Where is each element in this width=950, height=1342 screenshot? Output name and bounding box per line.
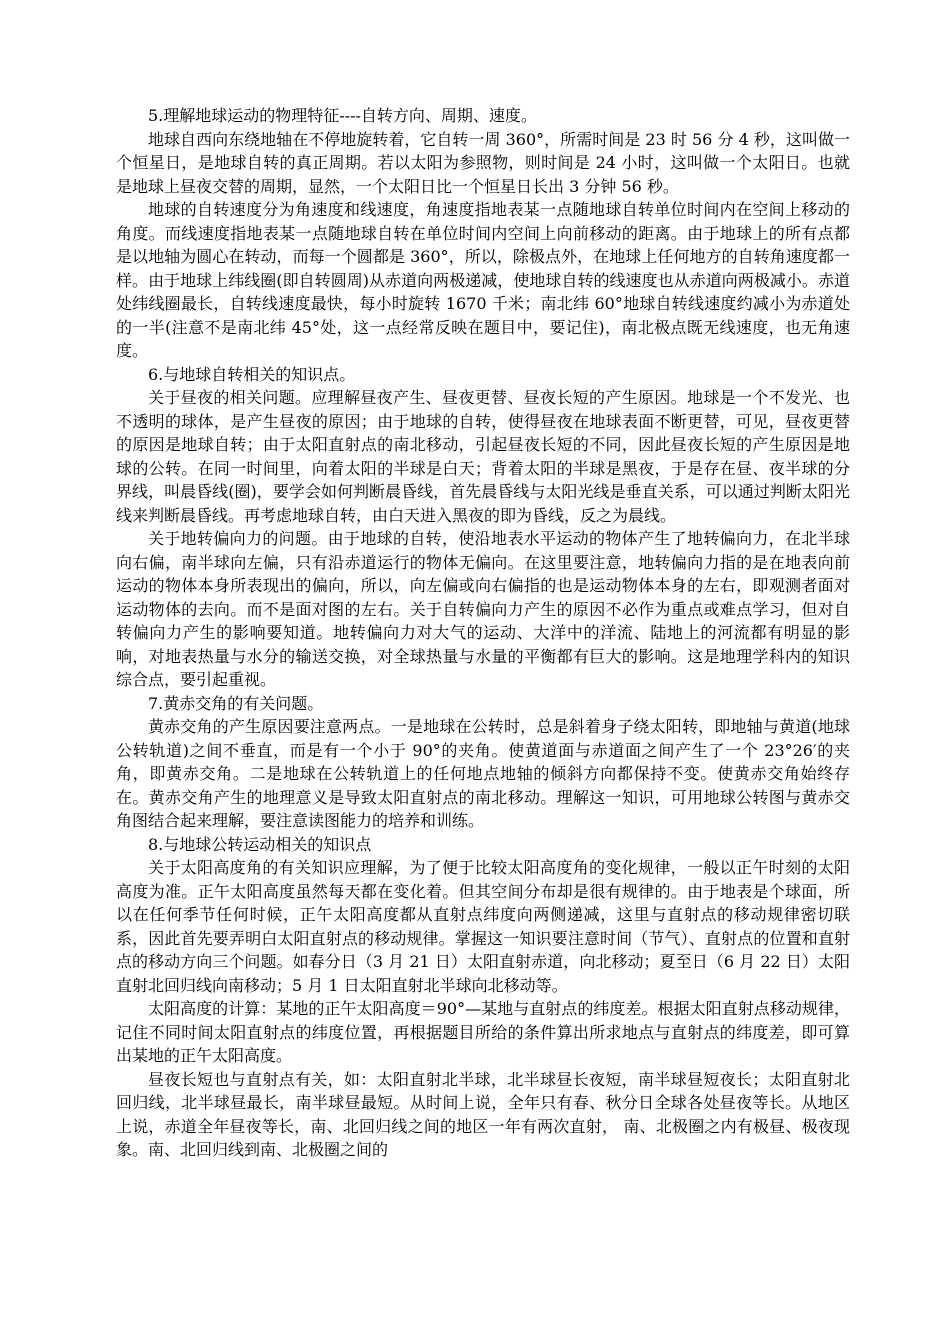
paragraph-day-night: 关于昼夜的相关问题。应理解昼夜产生、昼夜更替、昼夜长短的产生原因。地球是一个不发光、也不透明的球体，是产生昼夜的原因；由于地球的自转，使得昼夜在地球表面不断更替，可见，昼夜更替的原因是地球自转；由于太阳直射点的南北移动，引起昼夜长短的不同，因此昼夜长短的产生原因是地球的公转。在同一时间里，向着太阳的半球是白天；背着太阳的半球是黑夜，于是存在昼、夜半球的分界线，叫晨昏线(圈)，要学会如何判断晨昏线，首先晨昏线与太阳光线是垂直关系，可以通过判断太阳光线来判断晨昏线。再考虑地球自转，由白天进入黑夜的即为昏线，反之为晨线。	[116, 388, 850, 525]
section-heading-5: 5.理解地球运动的物理特征----自转方向、周期、速度。	[148, 106, 537, 125]
paragraph-rotation-period: 地球自西向东绕地轴在不停地旋转着，它自转一周 360°，所需时间是 23 时 56 分 4 秒，这叫做一个恒星日，是地球自转的真正周期。若以太阳为参照物，则时间是 24 小时，这叫做一个太阳日。也就是地球上昼夜交替的周期，显然，一个太阳日比一个恒星日长出 3 分钟 56 秒。	[116, 129, 850, 196]
paragraph-altitude-calculation: 太阳高度的计算：某地的正午太阳高度＝90°—某地与直射点的纬度差。根据太阳直射点移动规律，记住不同时间太阳直射点的纬度位置，再根据题目所给的条件算出所求地点与直射点的纬度差，即可算出某地的正午太阳高度。	[116, 999, 850, 1065]
section-heading-6: 6.与地球自转相关的知识点。	[148, 364, 356, 384]
document-page	[116, 104, 850, 1162]
section-heading-7: 7.黄赤交角的有关问题。	[148, 693, 324, 713]
paragraph-solar-altitude: 关于太阳高度角的有关知识应理解，为了便于比较太阳高度角的变化规律，一般以正午时刻的太阳高度为准。正午太阳高度虽然每天都在变化着。但其空间分布却是很有规律的。由于地表是个球面，所以在任何季节任何时候，正午太阳高度都从直射点纬度向两侧递减，这里与直射点的移动规律密切联系，因此首先要弄明白太阳直射点的移动规律。掌握这一知识要注意时间（节气）、直射点的位置和直射点的移动方向三个问题。如春分日（3 月 21 日）太阳直射赤道，向北移动；夏至日（6 月 22 日）太阳直射北回归线向南移动；5 月 1 日太阳直射北半球向北移动等。	[116, 858, 850, 995]
section-heading-8: 8.与地球公转运动相关的知识点	[148, 834, 372, 854]
paragraph-obliquity: 黄赤交角的产生原因要注意两点。一是地球在公转时，总是斜着身子绕太阳转，即地轴与黄道(地球公转轨道)之间不垂直，而是有一个小于 90°的夹角。使黄道面与赤道面之间产生了一个 23°26′的夹角，即黄赤交角。二是地球在公转轨道上的任何地点地轴的倾斜方向都保持不变。使黄赤交角始终存在。黄赤交角产生的地理意义是导致太阳直射点的南北移动。理解这一知识，可用地球公转图与黄赤交角图结合起来理解，要注意读图能力的培养和训练。	[116, 717, 850, 830]
paragraph-day-length: 昼夜长短也与直射点有关，如：太阳直射北半球，北半球昼长夜短，南半球昼短夜长；太阳直射北回归线，北半球昼最长，南半球昼最短。从时间上说，全年只有春、秋分日全球各处昼夜等长。从地区上说，赤道全年昼夜等长，南、北回归线之间的地区一年有两次直射， 南、北极圈之内有极昼、极夜现象。南、北回归线到南、北极圈之间的	[116, 1069, 850, 1159]
paragraph-coriolis: 关于地转偏向力的问题。由于地球的自转，使沿地表水平运动的物体产生了地转偏向力，在北半球向右偏，南半球向左偏，只有沿赤道运行的物体无偏向。在这里要注意，地转偏向力指的是在地表向前运动的物体本身所表现出的偏向，所以，向左偏或向右偏指的也是运动物体本身的左右，即观测者面对运动物体的去向。而不是面对图的左右。关于自转偏向力产生的原因不必作为重点或难点学习，但对自转偏向力产生的影响要知道。地转偏向力对大气的运动、大洋中的洋流、陆地上的河流都有明显的影响，对地表热量与水分的输送交换，对全球热量与水量的平衡都有巨大的影响。这是地理学科内的知识综合点，要引起重视。	[116, 529, 850, 689]
paragraph-rotation-speed: 地球的自转速度分为角速度和线速度，角速度指地表某一点随地球自转单位时间内在空间上移动的角度。而线速度指地表某一点随地球自转在单位时间内空间上向前移动的距离。由于地球上的所有点都是以地轴为圆心在转动，而每一个圆都是 360°，所以，除极点外，在地球上任何地方的自转角速度都一样。由于地球上纬线圈(即自转圆周)从赤道向两极递减，使地球自转的线速度也从赤道向两极减小。赤道处纬线圈最长，自转线速度最快，每小时旋转 1670 千米；南北纬 60°地球自转线速度约减小为赤道处的一半(注意不是南北纬 45°处，这一点经常反映在题目中，要记住)，南北极点既无线速度，也无角速度。	[116, 200, 850, 360]
